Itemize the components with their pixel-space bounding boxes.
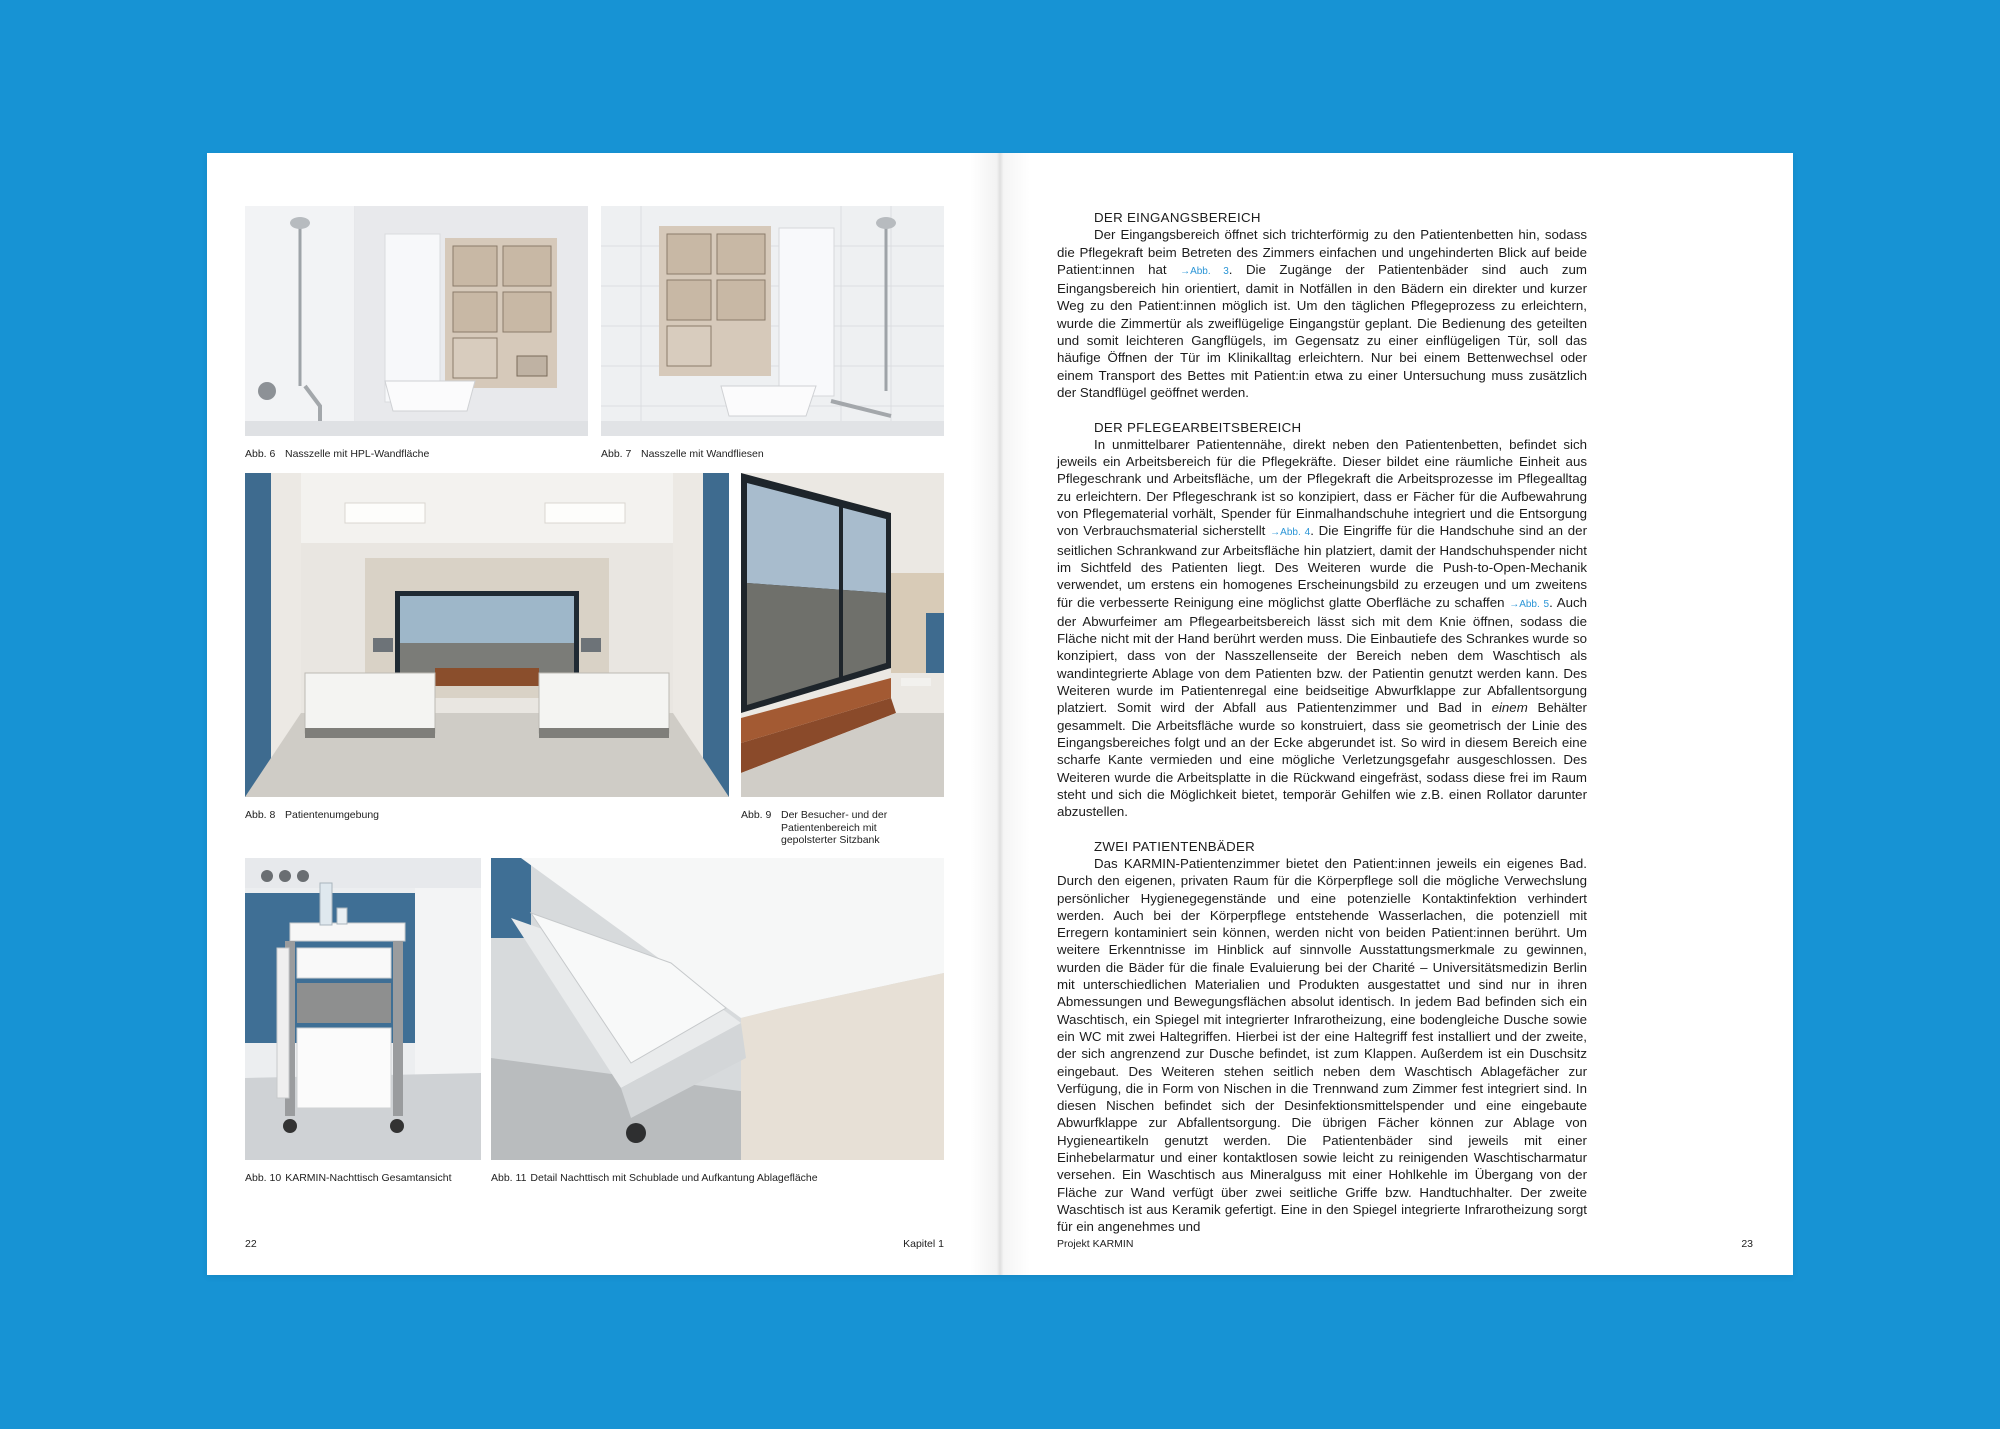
caption-abb-11 [491, 1172, 944, 1185]
figure-reference-link[interactable]: →Abb. 3 [1180, 265, 1229, 277]
section-heading: ZWEI PATIENTENBÄDER [1094, 838, 1256, 854]
section-pflegearbeitsbereich [1057, 419, 1587, 821]
caption-abb-9 [741, 809, 944, 847]
figure-caption: Der Besucher- und der Patientenbereich mit gepolsterter Sitzbank [781, 809, 888, 846]
figure-number: Abb. 10 [245, 1172, 282, 1184]
paragraph: Der Eingangsbereich öffnet sich trichterförmig zu den Patientenbetten hin, sodass die Pflegekraft beim Betreten des Zimmers einfachen und ungehinderten Blick auf beide Patient:innen hat →Abb. 3. Die Zugänge der Patientenbäder sind auch zum Eingangsbereich hin orientiert, damit in Notfällen in den Bädern ein direkter und kurzer Weg zu den Patient:innen möglich ist. Um den täglichen Pflegeprozess zu erleichtern, wurde die Zimmertür als zweiflügelige Eingangstür geplant. Die Bedienung des geteilten und somit leichteren Gangflügels, im Gegensatz zu einer einflügeligen Tür, soll das häufige Öffnen der Tür im Klinikalltag erleichtern. Nur bei einem Bettenwechsel oder einem Transport des Bettes mit Patient:in etwa zu einer Untersuchung muss zusätzlich der Standflügel geöffnet werden. [1057, 227, 1587, 400]
caption-abb-8 [245, 809, 615, 822]
figure-reference-link[interactable]: →Abb. 5 [1509, 598, 1550, 610]
figure-number: Abb. 9 [741, 809, 772, 821]
section-eingangsbereich [1057, 209, 1587, 401]
figure-caption: Detail Nachttisch mit Schublade und Aufkantung Ablagefläche [530, 1172, 818, 1184]
figure-reference-link[interactable]: →Abb. 4 [1270, 527, 1311, 539]
figure-caption: KARMIN-Nachttisch Gesamtansicht [285, 1172, 452, 1184]
figure-caption: Patientenumgebung [285, 809, 379, 821]
figure-number: Abb. 11 [491, 1172, 527, 1184]
caption-abb-10 [245, 1172, 481, 1185]
section-patientenbaeder [1057, 838, 1587, 1236]
figure-caption: Nasszelle mit HPL-Wandfläche [285, 448, 430, 460]
photo-abb-7 [601, 206, 944, 436]
page-number-right: 23 [1741, 1238, 1753, 1250]
photo-abb-6 [245, 206, 588, 436]
book-gutter [970, 153, 1030, 1275]
book-spread [207, 153, 1793, 1275]
running-footer-left: Kapitel 1 [903, 1238, 944, 1250]
paragraph: In unmittelbarer Patientennähe, direkt neben den Patientenbetten, befindet sich jeweils ein Arbeitsbereich für die Pflegekräfte. Dieser bildet eine räumliche Einheit aus Pflegeschrank und Arbeitsfläche, um der Pflegekraft die Arbeitsprozesse im Pflegealltag zu erleichtern. Der Pflegeschrank ist so konzipiert, dass er Fächer für die Aufbewahrung von Pflegematerial vorhält, Spender für Einmalhandschuhe integriert und die Entsorgung von Verbrauchsmaterial sicherstellt →Abb. 4. Die Eingriffe für die Handschuhe sind an der seitlichen Schrankwand zur Arbeitsfläche hin platziert, damit der Handschuhspender nicht im Sichtfeld des Patienten liegt. Des Weiteren wurde die Push-to-Open-Mechanik verwendet, um erstens ein homogenes Erscheinungsbild zu erzeugen und um zweitens für die verbesserte Reinigung eine möglichst glatte Oberfläche zu schaffen →Abb. 5. Auch der Abwurfeimer am Pflegearbeitsbereich lässt sich mit dem Knie öffnen, sodass die Fläche nicht mit der Hand berührt werden muss. Die Einbautiefe des Schrankes wurde so konzipiert, dass von der Nasszellenseite der Bereich neben dem Waschtisch als wandintegrierte Ablage von dem Patienten bzw. der Patientin genutzt werden kann. Des Weiteren wurde im Patientenregal eine beidseitige Abwurfklappe zur Abfallentsorgung platziert. Somit wird der Abfall aus Patientenzimmer und Bad in einem Behälter gesammelt. Die Arbeitsfläche wurde so konstruiert, dass sie geometrisch der Linie des Eingangsbereiches folgt und an der Ecke abgerundet ist. So wird in diesem Bereich eine scharfe Kante vermieden und eine mögliche Verletzungsgefahr ausgeschlossen. Des Weiteren wurde die Arbeitsplatte in die Rückwand eingefräst, sodass diese frei im Raum steht und sich die Möglichkeit bietet, temporär Gehilfen wie z.B. einen Rollator darunter abzustellen. [1057, 436, 1588, 820]
photo-abb-9 [741, 473, 944, 797]
section-heading: DER PFLEGEARBEITSBEREICH [1094, 419, 1302, 435]
paragraph: Das KARMIN-Patientenzimmer bietet den Patient:innen jeweils ein eigenes Bad. Durch den eigenen, privaten Raum für die Körperpflege soll die mögliche Verwechslung persönlicher Hygienegegenstände und eine potenzielle Kontaktinfektion verhindert werden. Auch bei der Körperpflege entstehende Wasserlachen, die potenziell mit Erregern kontaminiert sein können, werden nicht von beiden Patient:innen berührt. Um weitere Erkenntnisse im Hinblick auf sinnvolle Ausstattungsmerkmale zu gewinnen, wurden die Bäder für die finale Evaluierung bei der Charité – Universitätsmedizin Berlin mit unterschiedlichen Materialien und Produkten ausgestattet und sind nur in ihren Abmessungen und Bewegungsflächen absolut identisch. In jedem Bad befinden sich ein Waschtisch, ein Spiegel mit integrierter Infrarotheizung, eine bodengleiche Dusche sowie ein WC mit zwei Haltegriffen. Hierbei ist der eine Haltegriff fest installiert und der zweite, der sich angrenzend zur Dusche befindet, ist zum Klappen. Außerdem ist ein Duschsitz eingebaut. Des Weiteren stehen seitlich neben dem Waschtisch Ablagefächer zur Verfügung, die in Form von Nischen in die Trennwand zum Zimmer fest integriert sind. In diesen Nischen befindet sich der Desinfektionsmittelspender und eine eingebaute Abwurfklappe zur Abfallentsorgung. Die übrigen Fächer können zur Ablage von Hygieneartikeln genutzt werden. Die Patientenbäder sind jeweils mit einer Einhebelarmatur und einer kontaktlosen sowie leicht zu reinigenden Waschtischarmatur versehen. Ein Waschtisch aus Mineralguss mit einer Hohlkehle im Übergang von der Fläche zur Wand verfügt über zwei seitliche Griffe bzw. Handtuchhalter. Der zweite Waschtisch ist aus Keramik gefertigt. Eine in den Spiegel integrierte Infrarotheizung sorgt für ein angenehmes und [1057, 855, 1587, 1235]
figure-number: Abb. 7 [601, 448, 632, 460]
body-text [1057, 209, 1587, 1236]
photo-abb-11 [491, 858, 944, 1160]
caption-abb-6 [245, 448, 585, 461]
photo-abb-8 [245, 473, 729, 797]
caption-abb-7 [601, 448, 941, 461]
figure-caption: Nasszelle mit Wandfliesen [641, 448, 764, 460]
section-heading: DER EINGANGSBEREICH [1094, 210, 1261, 225]
running-footer-right: Projekt KARMIN [1057, 1238, 1134, 1250]
photo-abb-10 [245, 858, 481, 1160]
page-number-left: 22 [245, 1238, 257, 1250]
figure-number: Abb. 8 [245, 809, 276, 821]
figure-number: Abb. 6 [245, 448, 276, 460]
